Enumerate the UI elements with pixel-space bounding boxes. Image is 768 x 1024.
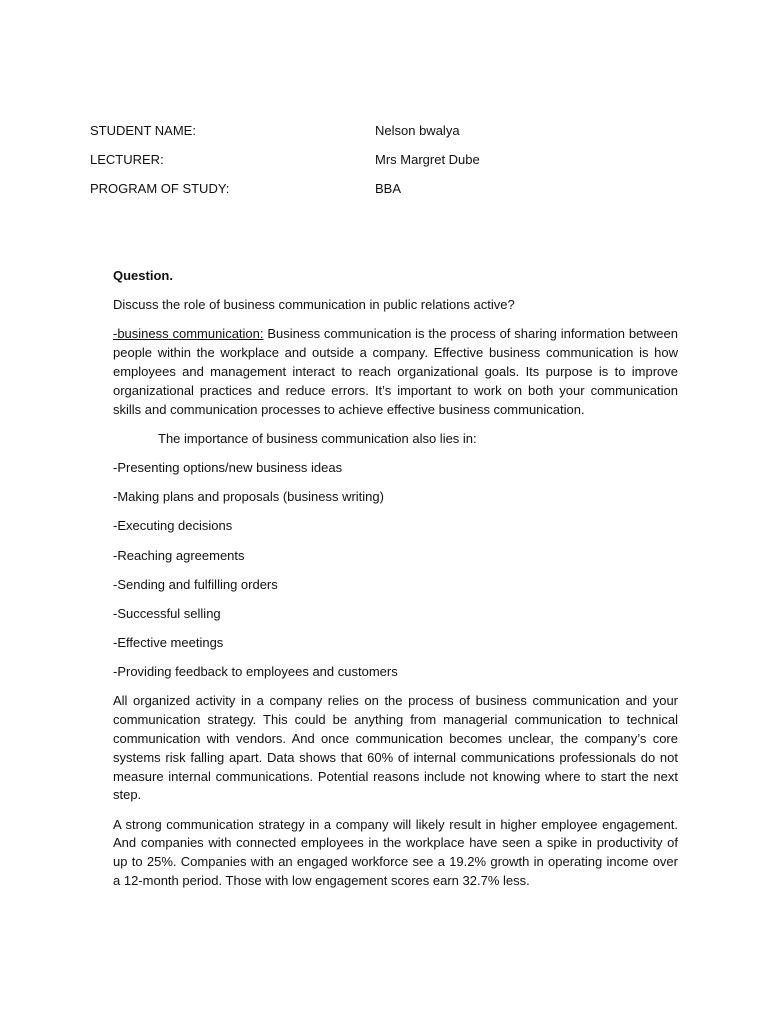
program-row <box>90 181 690 210</box>
list-item: -Reaching agreements <box>113 547 245 563</box>
lecturer-label: LECTURER: <box>90 152 164 167</box>
student-info-block <box>90 123 690 210</box>
importance-list <box>113 459 678 682</box>
student-name-label: STUDENT NAME: <box>90 123 196 138</box>
list-item: -Successful selling <box>113 605 221 621</box>
definition-paragraph <box>113 325 678 419</box>
list-item: -Providing feedback to employees and customers <box>113 664 398 680</box>
question-text: Discuss the role of business communication in public relations active? <box>113 297 515 313</box>
document-body <box>113 267 678 901</box>
student-name-value: Nelson bwalya <box>375 123 460 138</box>
question-heading: Question. <box>113 268 173 283</box>
list-item: -Presenting options/new business ideas <box>113 459 343 475</box>
lecturer-value: Mrs Margret Dube <box>375 152 480 167</box>
definition-text: Business communication is the process of sharing information between people within the workplace and outside a company. Effective business communication is how employees and management interact to reach organizational goals. Its purpose is to improve organizational practices and reduce errors. It’s important to work on both your communication skills and communication processes to achieve effective business communication. <box>113 326 678 417</box>
importance-intro: The importance of business communication also lies in: <box>158 430 477 446</box>
lecturer-row <box>90 152 690 181</box>
student-name-row <box>90 123 690 152</box>
paragraph-communication-strategy: A strong communication strategy in a company will likely result in higher employee engagement. And companies with connected employees in the workplace have seen a spike in productivity of up to 25%. Companies with an engaged workforce see a 19.2% growth in operating income over a 12-month period. Those with low engagement scores earn 32.7% less. <box>113 816 678 888</box>
list-item: -Executing decisions <box>113 518 233 534</box>
list-item: -Effective meetings <box>113 635 224 651</box>
program-value: BBA <box>375 181 402 196</box>
list-item: -Sending and fulfilling orders <box>113 576 278 592</box>
program-label: PROGRAM OF STUDY: <box>90 181 230 196</box>
list-item: -Making plans and proposals (business writing) <box>113 489 384 505</box>
definition-term: -business communication: <box>113 326 264 342</box>
paragraph-organized-activity: All organized activity in a company relies on the process of business communication and your communication strategy. This could be anything from managerial communication to technical communication with vendors. And once communication becomes unclear, the company’s core systems risk falling apart. Data shows that 60% of internal communications professionals do not measure internal communications. Potential reasons include not knowing where to start the next step. <box>113 693 678 803</box>
